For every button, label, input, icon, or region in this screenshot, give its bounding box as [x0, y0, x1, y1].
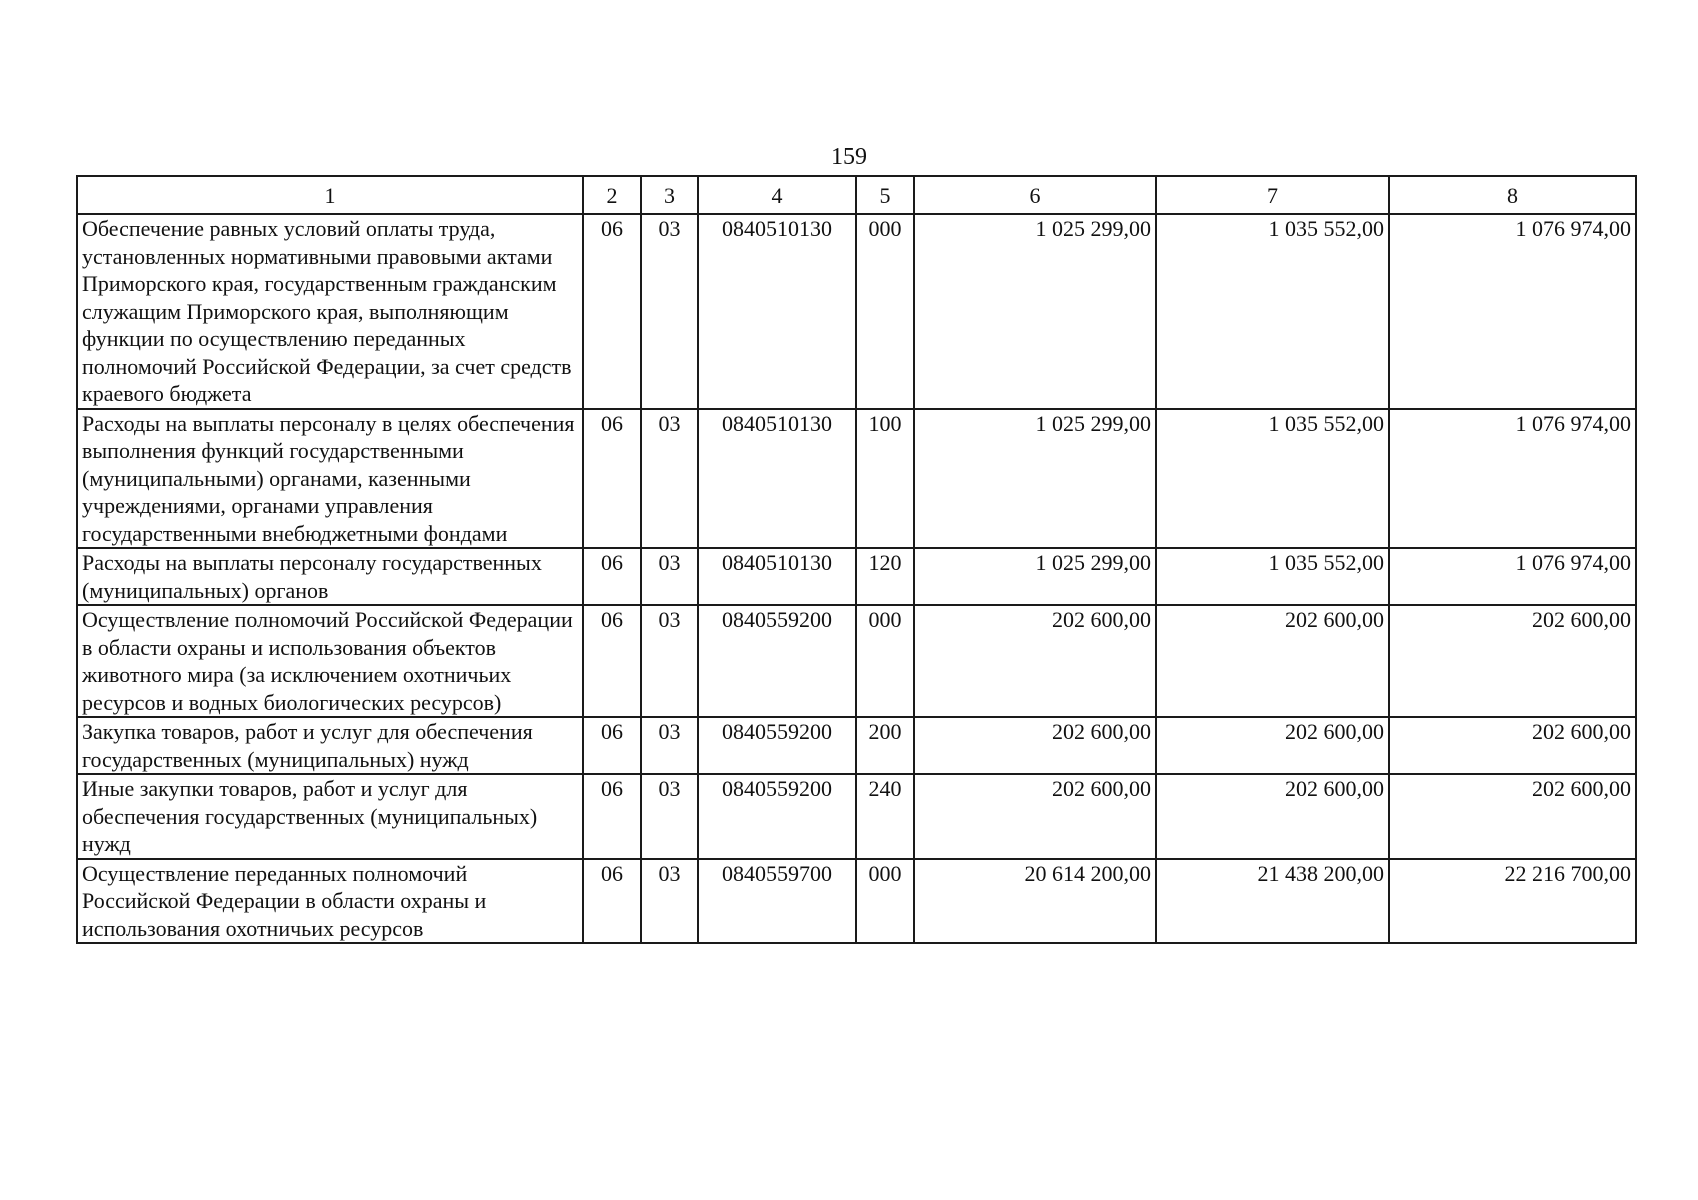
subsection-code: 03	[641, 859, 698, 944]
amount-col-6: 1 025 299,00	[914, 409, 1156, 549]
expense-name: Иные закупки товаров, работ и услуг для обеспечения государственных (муниципальных) нужд	[77, 774, 583, 859]
header-cell-5: 5	[856, 176, 914, 214]
target-article-code: 0840510130	[698, 548, 856, 605]
amount-col-7: 202 600,00	[1156, 717, 1389, 774]
amount-col-8: 202 600,00	[1389, 774, 1636, 859]
subsection-code: 03	[641, 717, 698, 774]
subsection-code: 03	[641, 774, 698, 859]
amount-col-7: 1 035 552,00	[1156, 214, 1389, 409]
header-cell-8: 8	[1389, 176, 1636, 214]
subsection-code: 03	[641, 548, 698, 605]
amount-col-7: 202 600,00	[1156, 605, 1389, 717]
header-cell-7: 7	[1156, 176, 1389, 214]
expense-name: Осуществление переданных полномочий Российской Федерации в области охраны и использования охотничьих ресурсов	[77, 859, 583, 944]
section-code: 06	[583, 548, 641, 605]
expense-name: Осуществление полномочий Российской Федерации в области охраны и использования объектов животного мира (за исключением охотничьих ресурсов и водных биологических ресурсов)	[77, 605, 583, 717]
table-header	[77, 176, 1636, 214]
subsection-code: 03	[641, 409, 698, 549]
expense-name: Обеспечение равных условий оплаты труда, установленных нормативными правовыми актами Приморского края, государственным гражданским служащим Приморского края, выполняющим функции по осуществлению переданных полномочий Российской Федерации, за счет средств краевого бюджета	[77, 214, 583, 409]
section-code: 06	[583, 409, 641, 549]
header-row	[77, 176, 1636, 214]
header-cell-1: 1	[77, 176, 583, 214]
amount-col-6: 202 600,00	[914, 774, 1156, 859]
expense-name: Закупка товаров, работ и услуг для обеспечения государственных (муниципальных) нужд	[77, 717, 583, 774]
table-row	[77, 774, 1636, 859]
subsection-code: 03	[641, 605, 698, 717]
section-code: 06	[583, 859, 641, 944]
section-code: 06	[583, 605, 641, 717]
header-cell-3: 3	[641, 176, 698, 214]
expense-type-code: 100	[856, 409, 914, 549]
subsection-code: 03	[641, 214, 698, 409]
expense-type-code: 200	[856, 717, 914, 774]
expense-name: Расходы на выплаты персоналу государственных (муниципальных) органов	[77, 548, 583, 605]
expense-type-code: 000	[856, 859, 914, 944]
amount-col-6: 1 025 299,00	[914, 548, 1156, 605]
target-article-code: 0840559200	[698, 717, 856, 774]
target-article-code: 0840559700	[698, 859, 856, 944]
amount-col-8: 1 076 974,00	[1389, 214, 1636, 409]
expense-type-code: 000	[856, 605, 914, 717]
target-article-code: 0840510130	[698, 409, 856, 549]
amount-col-8: 22 216 700,00	[1389, 859, 1636, 944]
budget-table	[76, 175, 1637, 944]
table-body	[77, 214, 1636, 943]
table-row	[77, 859, 1636, 944]
table-row	[77, 409, 1636, 549]
table-row	[77, 717, 1636, 774]
section-code: 06	[583, 717, 641, 774]
table-row	[77, 605, 1636, 717]
amount-col-6: 202 600,00	[914, 605, 1156, 717]
amount-col-7: 202 600,00	[1156, 774, 1389, 859]
expense-type-code: 000	[856, 214, 914, 409]
table-row	[77, 214, 1636, 409]
amount-col-7: 1 035 552,00	[1156, 548, 1389, 605]
amount-col-7: 21 438 200,00	[1156, 859, 1389, 944]
amount-col-7: 1 035 552,00	[1156, 409, 1389, 549]
section-code: 06	[583, 214, 641, 409]
expense-type-code: 240	[856, 774, 914, 859]
target-article-code: 0840559200	[698, 605, 856, 717]
header-cell-4: 4	[698, 176, 856, 214]
amount-col-6: 20 614 200,00	[914, 859, 1156, 944]
page-number: 159	[831, 144, 867, 170]
amount-col-8: 202 600,00	[1389, 605, 1636, 717]
amount-col-8: 1 076 974,00	[1389, 548, 1636, 605]
amount-col-8: 1 076 974,00	[1389, 409, 1636, 549]
amount-col-6: 202 600,00	[914, 717, 1156, 774]
amount-col-6: 1 025 299,00	[914, 214, 1156, 409]
header-cell-2: 2	[583, 176, 641, 214]
table-row	[77, 548, 1636, 605]
section-code: 06	[583, 774, 641, 859]
amount-col-8: 202 600,00	[1389, 717, 1636, 774]
expense-type-code: 120	[856, 548, 914, 605]
target-article-code: 0840559200	[698, 774, 856, 859]
header-cell-6: 6	[914, 176, 1156, 214]
expense-name: Расходы на выплаты персоналу в целях обеспечения выполнения функций государственными (муниципальными) органами, казенными учреждениями, органами управления государственными внебюджетными фондами	[77, 409, 583, 549]
target-article-code: 0840510130	[698, 214, 856, 409]
